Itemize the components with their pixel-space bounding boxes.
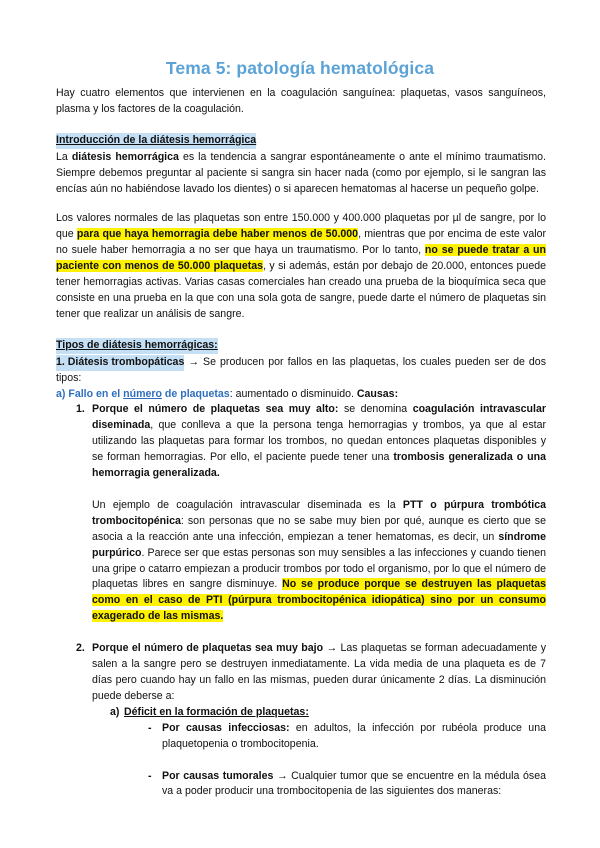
section-heading-types <box>56 338 546 354</box>
list-item <box>56 402 546 625</box>
causes-list <box>56 402 546 704</box>
section-heading-types-text: Tipos de diátesis hemorrágicas: <box>56 338 218 354</box>
paragraph-platelet-values <box>56 211 546 322</box>
text-run: en adultos, la infección por rubéola produce una plaquetopenia o trombocitopenia. <box>162 721 546 750</box>
text-run: : son personas que no se sabe muy bien por qué, aunque es cierto que se asocia a la reacción ante una infección, empiezan a tener hematomas, es decir, un <box>92 514 546 543</box>
text-run: La <box>56 150 72 163</box>
section-heading-intro-text: Introducción de la diátesis hemorrágica <box>56 133 256 149</box>
term-trombopaticas: 1. Diátesis trombopáticas <box>56 355 184 371</box>
term-diatesis: diátesis hemorrágica <box>71 150 179 163</box>
text-run: Un ejemplo de coagulación intravascular diseminada es la <box>92 498 403 511</box>
term-sindrome: síndrome purpúrico <box>92 530 546 559</box>
sublist-item <box>56 705 546 721</box>
dash-item <box>56 721 546 753</box>
text-run: se denomina <box>338 403 413 416</box>
paragraph-trombopaticas <box>56 355 546 387</box>
text-run: . Parece ser que estas personas son muy sensibles a las infecciones y cuando tienen una gripe o catarro empiezan a producir trombos por todo el organismo, por lo que el número de plaquetas libres en sangre disminuye. <box>92 546 546 591</box>
document-body <box>56 86 546 800</box>
text-run: → Se producen por fallos en las plaquetas, los cuales pueden ser de dos tipos: <box>56 355 546 384</box>
text-run: Porque el número de plaquetas sea muy bajo <box>92 642 324 655</box>
intro-paragraph: Hay cuatro elementos que intervienen en la coagulación sanguínea: plaquetas, vasos sanguíneos, plasma y los factores de la coagulación. <box>56 87 546 115</box>
term-trombosis: trombosis generalizada o una hemorragia generalizada. <box>92 451 546 480</box>
list-number: 1. <box>76 403 85 416</box>
item1-paragraph1 <box>92 402 546 482</box>
dash-tumorales <box>162 769 546 801</box>
label-causas: Causas: <box>356 387 399 400</box>
page-title: Tema 5: patología hematológica <box>165 58 435 78</box>
sublist-label: a) <box>110 705 120 718</box>
term-numero: número <box>123 387 162 400</box>
subheading-fallo-numero <box>56 387 546 403</box>
text-run: : aumentado o disminuido. <box>229 387 357 400</box>
text-run: a) Fallo en el <box>56 387 124 400</box>
text-run: es la tendencia a sangrar espontáneamente o ante el mínimo traumatismo. Siempre debemos preguntar al paciente si sangra sin hacer nada (como por ejemplo, si le sangran las encías aún no habiéndose lavado los dientes) o si aparecen hematomas al hacerse un pequeño golpe. <box>56 150 547 195</box>
text-run: de plaquetas <box>161 387 230 400</box>
section-heading-intro <box>56 133 546 149</box>
highlight-consumo: No se produce porque se destruyen las plaquetas como en el caso de PTI (púrpura trombocitopénica idiopática) sino por un consumo exagerado de las mismas. <box>92 578 546 623</box>
text-run: Los valores normales de las plaquetas son entre 150.000 y 400.000 plaquetas por µl de sangre, por lo que <box>56 212 546 241</box>
list-item <box>56 641 546 705</box>
item2-paragraph <box>92 641 546 705</box>
dash-item <box>56 769 546 801</box>
paragraph-diatesis <box>56 150 546 198</box>
text-run: , y si además, están por debajo de 20.000, entonces puede tener hemorragias activas. Varias casas comerciales han creado una prueba de la bioquímica seca que consiste en una prueba en la que con una sola gota de sangre, puede darte el número de plaquetas sin tener que realizar un análisis de sangre. <box>56 260 546 320</box>
highlight-hemorrhage-threshold: para que haya hemorragia debe haber menos de 50.000 <box>76 228 359 241</box>
item1-paragraph2 <box>92 498 546 625</box>
term-ptt: PTT o púrpura trombótica trombocitopénica <box>92 498 546 527</box>
list-number: 2. <box>76 642 85 655</box>
dash-bullet: - <box>148 721 152 734</box>
dash-bullet: - <box>148 769 152 782</box>
text-run: → Cualquier tumor que se encuentre en la médula ósea va a poder producir una trombocitopenia de las siguientes dos maneras: <box>162 769 546 798</box>
text-run: , mientras que por encima de este valor no suele haber hemorragia a no ser que haya un traumatismo. Por lo tanto, <box>56 228 546 257</box>
text-run: , que conlleva a que la persona tenga hemorragias y trombos, ya que al estar utilizando las plaquetas para formar los trombos, no quedan entonces plaquetas disponibles y se forman hemorragias. Por ello, el paciente puede tener una <box>92 419 546 464</box>
highlight-treatment-threshold: no se puede tratar a un paciente con menos de 50.000 plaquetas <box>56 244 546 273</box>
text-run: → Las plaquetas se forman adecuadamente y salen a la sangre pero se destruyen inmediatamente. La vida media de una plaqueta es de 7 días pero cuando hay un fallo en las mismas, pueden durar únicamente 2 días. La disminución puede deberse a: <box>92 642 546 702</box>
term-infecciosas: Por causas infecciosas: <box>162 721 290 734</box>
term-coagulacion: coagulación intravascular diseminada <box>92 403 546 432</box>
dash-infecciosas <box>162 721 546 753</box>
term-tumorales: Por causas tumorales <box>162 769 274 782</box>
term-deficit: Déficit en la formación de plaquetas: <box>124 705 309 718</box>
text-run: Porque el número de plaquetas sea muy alto: <box>92 403 339 416</box>
